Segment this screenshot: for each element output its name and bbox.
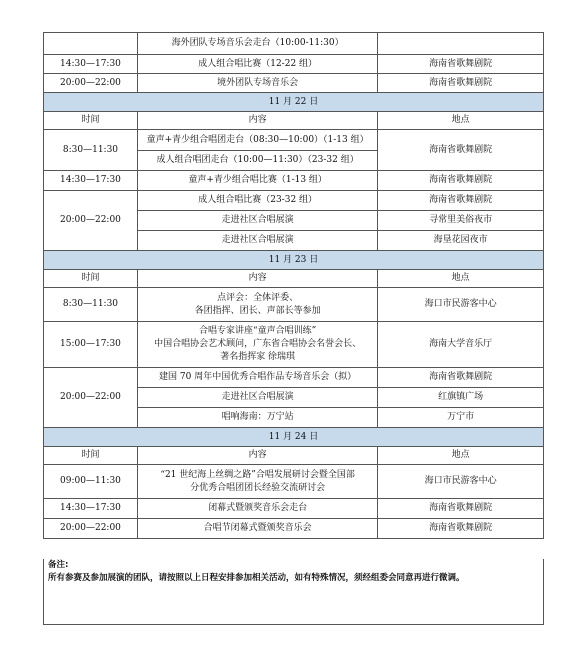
location-cell: 红旗镇广场 <box>378 388 544 408</box>
location-cell: 海南省歌舞剧院 <box>378 74 544 93</box>
day-title: 11 月 23 日 <box>44 251 544 270</box>
location-cell: 海南省歌舞剧院 <box>378 55 544 74</box>
time-cell: 14:30—17:30 <box>44 55 138 74</box>
content-line: 各团指挥、团长、声部长等参加 <box>194 305 321 316</box>
location-cell: 海南省歌舞剧院 <box>378 519 544 539</box>
table-row <box>44 322 544 368</box>
notes-box <box>43 559 544 625</box>
location-cell <box>378 33 544 55</box>
time-cell: 15:00—17:30 <box>44 322 138 368</box>
table-row <box>44 519 544 539</box>
content-cell: 走进社区合唱展演 <box>137 388 377 408</box>
location-cell: 万宁市 <box>378 408 544 428</box>
header-location: 地点 <box>378 112 544 130</box>
notes-label: 备注: <box>48 560 69 570</box>
location-cell: 海口市民游客中心 <box>378 288 544 322</box>
location-cell: 寻常里美俗夜市 <box>378 211 544 231</box>
time-cell: 8:30—11:30 <box>44 288 138 322</box>
time-cell: 09:00—11:30 <box>44 465 138 499</box>
column-header-row <box>44 112 544 130</box>
header-content: 内容 <box>137 112 377 130</box>
header-time: 时间 <box>44 270 138 288</box>
time-cell: 20:00—22:00 <box>44 368 138 428</box>
table-row <box>44 171 544 191</box>
time-cell: 20:00—22:00 <box>44 74 138 93</box>
content-cell: 唱响海南：万宁站 <box>137 408 377 428</box>
time-cell: 20:00—22:00 <box>44 191 138 251</box>
content-cell <box>137 465 377 499</box>
day-title: 11 月 22 日 <box>44 93 544 112</box>
header-time: 时间 <box>44 112 138 130</box>
table-row <box>44 191 544 211</box>
location-cell: 海南省歌舞剧院 <box>378 368 544 388</box>
header-time: 时间 <box>44 447 138 465</box>
time-cell: 8:30—11:30 <box>44 130 138 171</box>
table-row <box>44 33 544 55</box>
content-cell: 合唱节闭幕式暨颁奖音乐会 <box>137 519 377 539</box>
header-content: 内容 <box>137 447 377 465</box>
time-cell: 14:30—17:30 <box>44 171 138 191</box>
day-header-row <box>44 93 544 112</box>
table-row <box>44 55 544 74</box>
content-line: “21 世纪海上丝绸之路”合唱发展研讨会暨全国部 <box>160 469 355 480</box>
content-cell <box>137 322 377 368</box>
table-row <box>44 74 544 93</box>
content-cell: 走进社区合唱展演 <box>137 231 377 251</box>
content-cell: 童声+青少组合唱比赛（1-13 组） <box>137 171 377 191</box>
header-content: 内容 <box>137 270 377 288</box>
location-cell: 海南省歌舞剧院 <box>378 130 544 171</box>
location-cell: 海南省歌舞剧院 <box>378 171 544 191</box>
header-location: 地点 <box>378 270 544 288</box>
table-row <box>44 465 544 499</box>
content-cell <box>137 288 377 322</box>
location-cell: 海垦花园夜市 <box>378 231 544 251</box>
content-cell: 走进社区合唱展演 <box>137 211 377 231</box>
content-line: 合唱专家讲座“童声合唱训练” <box>199 326 317 336</box>
content-cell: 童声+青少组合唱团走台（08:30—10:00）（1-13 组） <box>137 130 377 151</box>
time-cell: 14:30—17:30 <box>44 499 138 519</box>
schedule-sheet <box>43 32 544 625</box>
content-line: 中国合唱协会艺术顾问，广东省合唱协会名誉会长、 <box>154 339 362 349</box>
schedule-table <box>43 32 544 539</box>
location-cell: 海口市民游客中心 <box>378 465 544 499</box>
content-line: 点评会：全体评委、 <box>217 292 299 303</box>
table-row <box>44 368 544 388</box>
content-cell: 成人组合唱团走台（10:00—11:30）（23-32 组） <box>137 151 377 171</box>
notes-text: 所有参赛及参加展演的团队，请按照以上日程安排参加相关活动，如有特殊情况，须经组委会同意再进行微调。 <box>48 573 465 583</box>
column-header-row <box>44 447 544 465</box>
day-title: 11 月 24 日 <box>44 428 544 447</box>
content-cell: 成人组合唱比赛（12-22 组） <box>137 55 377 74</box>
content-cell: 境外团队专场音乐会 <box>137 74 377 93</box>
content-cell: 建国 70 周年中国优秀合唱作品专场音乐会（拟） <box>137 368 377 388</box>
location-cell: 海南省歌舞剧院 <box>378 191 544 211</box>
location-cell: 海南省歌舞剧院 <box>378 499 544 519</box>
time-cell <box>44 33 138 55</box>
content-cell: 闭幕式暨颁奖音乐会走台 <box>137 499 377 519</box>
content-line: 分优秀合唱团团长经验交流研讨会 <box>190 482 326 493</box>
content-line: 著名指挥家 徐瑞琪 <box>220 352 296 362</box>
table-row <box>44 499 544 519</box>
table-row <box>44 130 544 151</box>
column-header-row <box>44 270 544 288</box>
location-cell: 海南大学音乐厅 <box>378 322 544 368</box>
content-cell: 成人组合唱比赛（23-32 组） <box>137 191 377 211</box>
header-location: 地点 <box>378 447 544 465</box>
time-cell: 20:00—22:00 <box>44 519 138 539</box>
content-cell: 海外团队专场音乐会走台（10:00-11:30） <box>137 33 377 55</box>
day-header-row <box>44 428 544 447</box>
day-header-row <box>44 251 544 270</box>
table-row <box>44 288 544 322</box>
